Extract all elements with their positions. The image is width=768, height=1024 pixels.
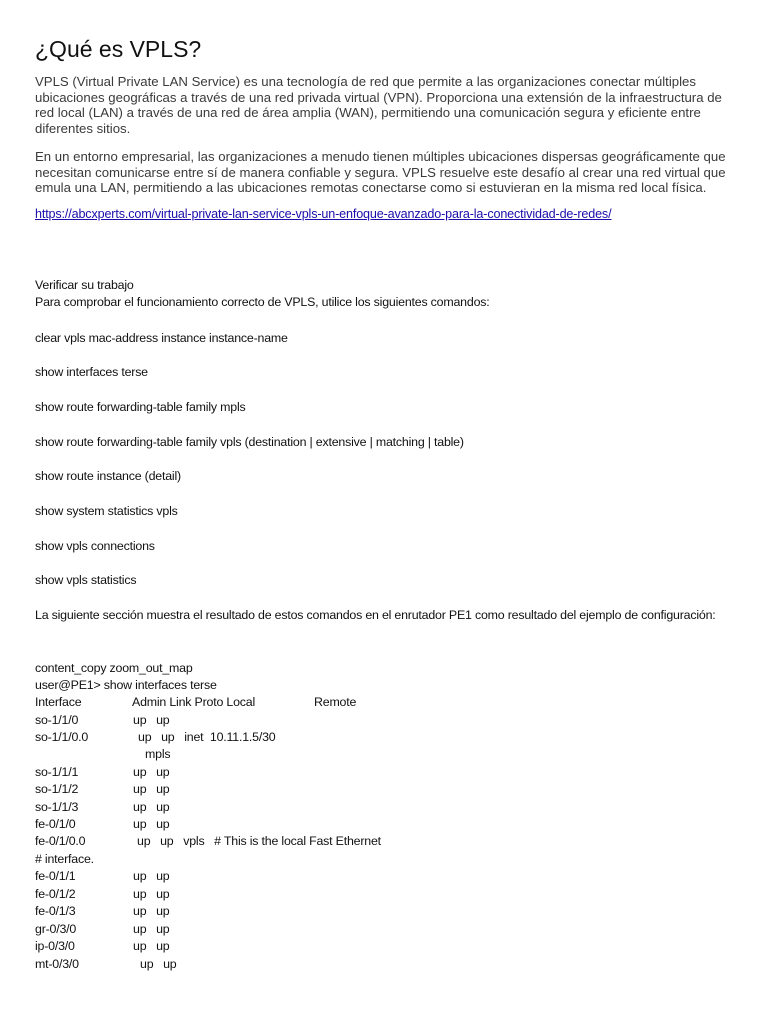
command-line: show route instance (detail)	[35, 469, 181, 483]
output-row	[35, 781, 535, 797]
row-interface: so-1/1/1	[35, 765, 79, 779]
output-row	[35, 833, 535, 849]
row-interface: so-1/1/2	[35, 782, 79, 796]
section-description: La siguiente sección muestra el resultado de estos comandos en el enrutador PE1 como resultado del ejemplo de configuración:	[35, 608, 716, 622]
output-row	[35, 921, 535, 937]
output-row	[35, 729, 535, 745]
command-line: show interfaces terse	[35, 365, 148, 379]
output-row	[35, 886, 535, 902]
header-columns: Admin Link Proto Local	[132, 695, 256, 709]
row-status: up up	[133, 765, 170, 779]
row-status: up up	[133, 800, 170, 814]
row-interface: gr-0/3/0	[35, 922, 77, 936]
command-line: show system statistics vpls	[35, 504, 178, 518]
output-row	[35, 764, 535, 780]
output-row	[35, 956, 535, 972]
row-status: mpls	[145, 747, 171, 761]
row-interface: fe-0/1/3	[35, 904, 76, 918]
row-status: up up	[133, 713, 170, 727]
output-row	[35, 746, 535, 762]
row-interface: fe-0/1/0	[35, 817, 76, 831]
row-status: up up	[133, 887, 170, 901]
row-status: up up inet 10.11.1.5/30	[138, 730, 276, 744]
row-status: up up	[133, 922, 170, 936]
row-interface: so-1/1/3	[35, 800, 79, 814]
row-interface: fe-0/1/1	[35, 869, 76, 883]
source-link[interactable]: https://abcxperts.com/virtual-private-lan-service-vpls-un-enfoque-avanzado-para-la-conectividad-de-redes/	[35, 207, 612, 221]
intro-paragraph: VPLS (Virtual Private LAN Service) es una tecnología de red que permite a las organizaciones conectar múltiples ubicaciones geográficas a través de una red privada virtual (VPN). Proporciona una extensión de la infraestructura de red local (LAN) a través de una red de área amplia (WAN), permitiendo una comunicación segura y eficiente entre diferentes sitios.	[35, 74, 722, 136]
output-row	[35, 851, 535, 867]
command-line: show route forwarding-table family mpls	[35, 400, 246, 414]
row-interface: so-1/1/0	[35, 713, 79, 727]
context-paragraph: En un entorno empresarial, las organizaciones a menudo tienen múltiples ubicaciones dispersas geográficamente que necesitan comunicarse entre sí de manera confiable y segura. VPLS resuelve este desafío al crear una red virtual que emula una LAN, permitiendo a las ubicaciones remotas conectarse como si estuvieran en la misma red local física.	[35, 149, 726, 195]
row-status: up up	[140, 957, 177, 971]
row-status: up up	[133, 904, 170, 918]
verify-heading: Verificar su trabajo	[35, 278, 134, 292]
command-line: clear vpls mac-address instance instance-name	[35, 331, 288, 345]
output-row	[35, 868, 535, 884]
row-status: up up vpls # This is the local Fast Ethernet	[137, 834, 381, 848]
output-toolbar: content_copy zoom_out_map	[35, 661, 193, 675]
command-line: show vpls statistics	[35, 573, 137, 587]
row-status: up up	[133, 817, 170, 831]
output-row	[35, 712, 535, 728]
output-row	[35, 799, 535, 815]
output-row	[35, 816, 535, 832]
page-title: ¿Qué es VPLS?	[35, 36, 202, 62]
row-interface: ip-0/3/0	[35, 939, 75, 953]
output-header	[35, 694, 535, 710]
verify-intro: Para comprobar el funcionamiento correcto de VPLS, utilice los siguientes comandos:	[35, 295, 490, 309]
row-status: up up	[133, 869, 170, 883]
row-interface: fe-0/1/0.0	[35, 834, 86, 848]
row-interface: mt-0/3/0	[35, 957, 79, 971]
command-line: show route forwarding-table family vpls (destination | extensive | matching | table)	[35, 435, 464, 449]
row-interface: fe-0/1/2	[35, 887, 76, 901]
output-row	[35, 903, 535, 919]
row-status: up up	[133, 782, 170, 796]
command-line: show vpls connections	[35, 539, 155, 553]
header-interface: Interface	[35, 695, 82, 709]
header-remote: Remote	[314, 695, 357, 709]
output-prompt: user@PE1> show interfaces terse	[35, 678, 217, 692]
row-interface: # interface.	[35, 852, 94, 866]
row-status: up up	[133, 939, 170, 953]
output-row	[35, 938, 535, 954]
row-interface: so-1/1/0.0	[35, 730, 89, 744]
